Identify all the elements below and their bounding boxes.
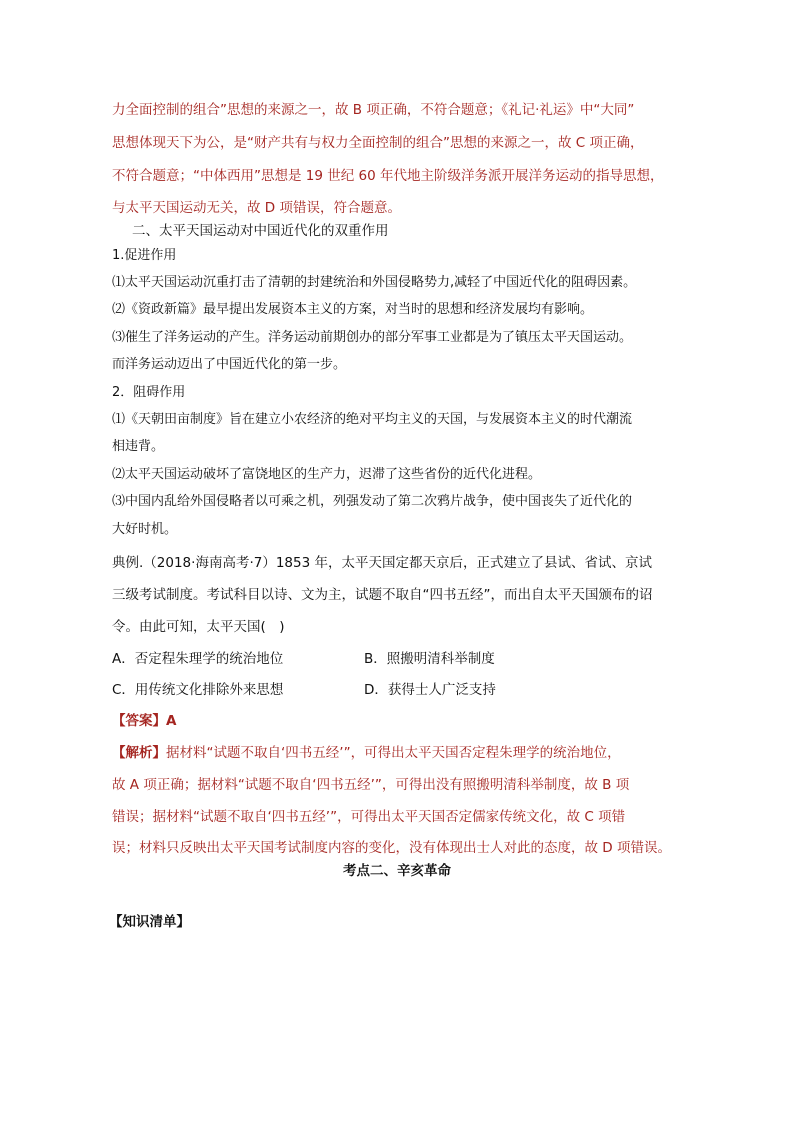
promote-item: ⑵《资政新篇》最早提出发展资本主义的方案，对当时的思想和经济发展均有影响。: [112, 302, 594, 317]
answer-line: [112, 711, 176, 731]
example-question: 令。由此可知，太平天国( ): [112, 619, 285, 635]
analysis-line: 力全面控制的组合”思想的来源之一，故 B 项正确，不符合题意；《礼记·礼运》中“大同”: [112, 102, 635, 118]
analysis-label: 【解析】: [112, 745, 166, 761]
answer-value: A: [166, 713, 177, 729]
analysis-line: 思想体现天下为公，是“财产共有与权力全面控制的组合”思想的来源之一，故 C 项正确，: [112, 135, 644, 151]
example-question: 三级考试制度。考试科目以诗、文为主，试题不取自“四书五经”，而出自太平天国颁布的诏: [112, 587, 653, 603]
promote-item: ⑶催生了洋务运动的产生。洋务运动前期创办的部分军事工业都是为了镇压太平天国运动。: [112, 330, 633, 345]
analysis-line: [112, 743, 621, 763]
option-b: B．照搬明清科举制度: [364, 651, 495, 667]
option-d: D．获得士人广泛支持: [364, 682, 496, 698]
section-title: 考点二、辛亥革命: [343, 863, 451, 879]
analysis-line: 误；材料只反映出太平天国考试制度内容的变化，没有体现出士人对此的态度，故 D 项错误。: [112, 840, 671, 856]
answer-label: 【答案】: [112, 713, 166, 729]
hinder-item: ⑶中国内乱给外国侵略者以可乘之机，列强发动了第二次鸦片战争，使中国丧失了近代化的: [112, 494, 633, 509]
promote-item: ⑴太平天国运动沉重打击了清朝的封建统治和外国侵略势力,减轻了中国近代化的阻碍因素。: [112, 275, 637, 290]
analysis-line: 错误；据材料“试题不取自‘四书五经’”，可得出太平天国否定儒家传统文化，故 C 项错: [112, 809, 626, 825]
option-a: A．否定程朱理学的统治地位: [112, 651, 284, 667]
analysis-line: 与太平天国运动无关，故 D 项错误，符合题意。: [112, 200, 401, 216]
hinder-item: ⑴《天朝田亩制度》旨在建立小农经济的绝对平均主义的天国，与发展资本主义的时代潮流: [112, 412, 633, 427]
analysis-line: 故 A 项正确；据材料“试题不取自‘四书五经’”，可得出没有照搬明清科举制度，故 B 项: [112, 777, 630, 793]
analysis-text: 据材料“试题不取自‘四书五经’”，可得出太平天国否定程朱理学的统治地位，: [166, 745, 621, 761]
option-c: C．用传统文化排除外来思想: [112, 682, 284, 698]
analysis-line: 不符合题意；“中体西用”思想是 19 世纪 60 年代地主阶级洋务派开展洋务运动的指导思想，: [112, 168, 664, 184]
promote-item: 而洋务运动迈出了中国近代化的第一步。: [112, 357, 347, 372]
subheading-promote: 1.促进作用: [112, 248, 177, 263]
subheading-hinder: 2．阻碍作用: [112, 385, 186, 400]
knowledge-list-heading: 【知识清单】: [109, 914, 190, 930]
example-question: 典例.（2018·海南高考·7）1853 年，太平天国定都天京后，正式建立了县试、省试、京试: [112, 555, 652, 571]
hinder-item: ⑵太平天国运动破坏了富饶地区的生产力，迟滞了这些省份的近代化进程。: [112, 467, 542, 482]
section-heading: 二、太平天国运动对中国近代化的双重作用: [132, 223, 389, 239]
hinder-item: 相违背。: [112, 439, 165, 454]
hinder-item: 大好时机。: [112, 522, 178, 537]
